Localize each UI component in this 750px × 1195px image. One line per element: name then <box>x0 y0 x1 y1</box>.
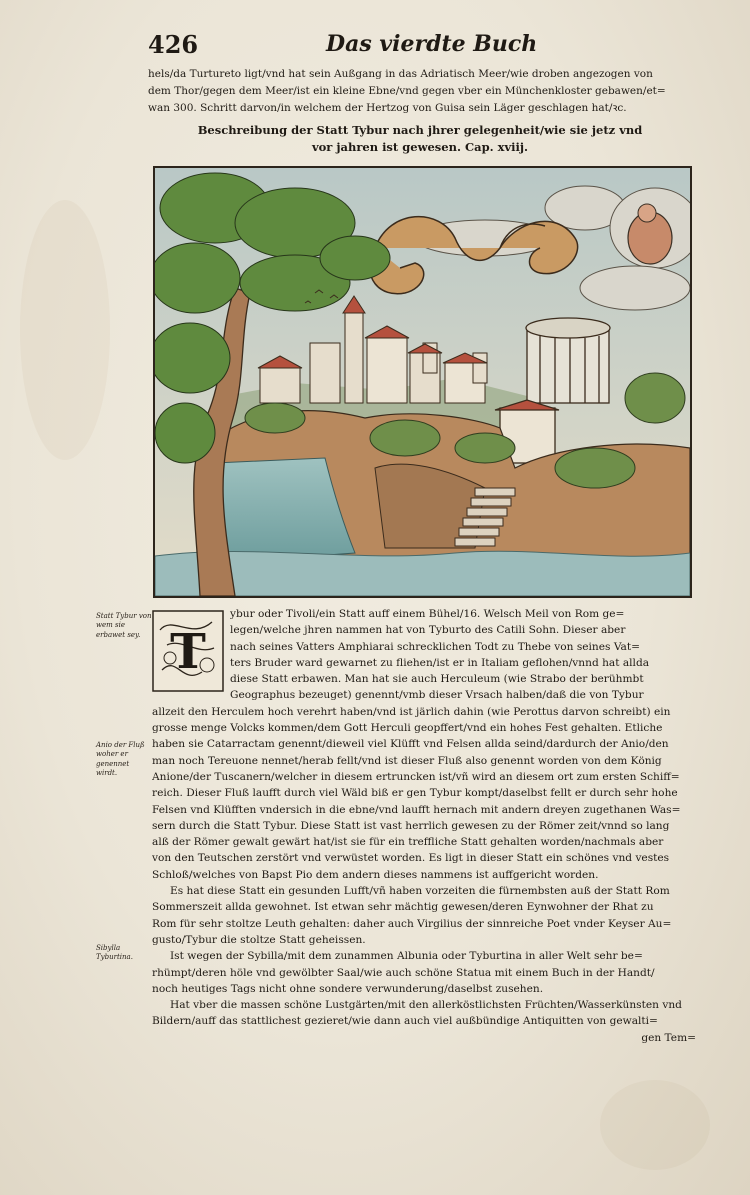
text-line: nach seines Vatters Amphiarai schrecklichen Todt zu Thebe von seines Vat= <box>230 640 640 653</box>
chapter-title-line: vor jahren ist gewesen. Cap. xviij. <box>311 140 529 154</box>
text-line: man noch Tereuone nennet/herab fellt/vnd ist dieser Fluß also genennt worden von dem König <box>152 754 662 767</box>
margin-note: Anio der Fluß woher er genennet wirdt. <box>96 741 145 778</box>
running-head: Das vierdte Buch <box>326 31 538 57</box>
initial-letter: T <box>170 624 206 680</box>
text-line: Felsen vnd Klüfften vndersich in die ebne/vnd laufft hernach mit andern dreyen zugethanen Was= <box>152 803 681 816</box>
chapter-title-line: Beschreibung der Statt Tybur nach jhrer gelegenheit/wie sie jetz vnd <box>197 123 643 137</box>
text-line: ybur oder Tivoli/ein Statt auff einem Bühel/16. Welsch Meil von Rom ge= <box>230 608 625 620</box>
text-line: gusto/Tybur die stoltze Statt geheissen. <box>152 933 366 946</box>
text-line: allzeit den Herculem hoch verehrt haben/vnd ist järlich dahin (wie Perottus darvon schreibt) ein <box>152 705 671 718</box>
text-line: hels/da Turtureto ligt/vnd hat sein Außgang in das Adriatisch Meer/wie droben angezogen von <box>148 68 653 80</box>
paper-stain <box>600 1080 710 1170</box>
text-line: noch heutiges Tags nicht ohne sondere verwunderung/daselbst zusehen. <box>152 982 544 995</box>
page-number: 426 <box>148 30 199 59</box>
text-line: haben sie Catarractam genennt/dieweil viel Klüfft vnd Felsen allda seind/dardurch der Anio/den <box>152 738 669 751</box>
margin-note: Statt Tybur von wem sie erbawet sey. <box>96 612 152 639</box>
text-line: Hat vber die massen schöne Lustgärten/mit den allerköstlichsten Früchten/Wasserkünsten vnd <box>170 999 682 1012</box>
text-line: Geographus bezeuget) genennt/vmb dieser Vrsach halben/daß die von Tybur <box>230 689 644 702</box>
text-line: ters Bruder ward gewarnet zu fliehen/ist er in Italiam geflohen/vnnd hat allda <box>230 656 650 669</box>
text-line: grosse menge Volcks kommen/dem Gott Herculi geopffert/vnd ein hohes Fest gehalten. Etliche <box>152 722 663 735</box>
woodcut-illustration <box>153 166 692 598</box>
text-line: reich. Dieser Fluß laufft durch viel Wäld biß er gen Tybur kompt/daselbst fellt er durch sehr hohe <box>152 787 678 800</box>
margin-note: Sibylla Tyburtina. <box>96 944 133 962</box>
text-line: Es hat diese Statt ein gesunden Lufft/vñ haben vorzeiten die fürnembsten auß der Statt Rom <box>170 885 670 898</box>
text-line: diese Statt erbawen. Man hat sie auch Herculeum (wie Strabo der berühmbt <box>230 673 644 686</box>
river-icon <box>155 551 690 596</box>
text-line: von den Teutschen zerstört vnd verwüstet worden. Es ligt in dieser Statt ein schönes vnd vestes <box>152 852 670 865</box>
paper-stain <box>20 200 110 460</box>
text-line: wan 300. Schritt darvon/in welchem der Hertzog von Guisa sein Läger geschlagen hat/ꝛc. <box>148 101 627 114</box>
text-line: Schloß/welches von Bapst Pio dem andern dieses nammens ist auffgericht worden. <box>152 868 599 881</box>
text-line: Rom für sehr stoltze Leuth gehalten: daher auch Virgilius der sinnreiche Poet vnder Keyser Au= <box>152 917 672 930</box>
chapter-title <box>160 122 680 156</box>
text-line: dem Thor/gegen dem Meer/ist ein kleine Ebne/vnd gegen vber ein Münchenkloster gebawen/et= <box>148 84 666 97</box>
top-paragraph <box>148 66 693 116</box>
body-text <box>152 606 696 1046</box>
text-line: sern durch die Statt Tybur. Diese Statt ist vast herrlich gewesen zu der Römer zeit/vnnd so lang <box>152 819 670 832</box>
text-line: alß der Römer gewalt gewärt hat/ist sie für ein treffliche Statt gehalten worden/nachmals aber <box>152 836 664 849</box>
text-line: Anione/der Tuscanern/welcher in diesem ertruncken ist/vñ wird an diesem ort zum ersten Schiff= <box>152 770 680 783</box>
text-line: Ist wegen der Sybilla/mit dem zunammen Albunia oder Tyburtina in aller Welt sehr be= <box>170 950 643 963</box>
text-line: Bildern/auff das stattlichest gezieret/wie dann auch viel außbündige Antiquitten von gewalti= <box>152 1015 658 1028</box>
text-line: Sommerszeit allda gewohnet. Ist etwan sehr mächtig gewesen/deren Eynwohner der Rhat zu <box>152 901 654 914</box>
text-line: gen Tem= <box>641 1031 696 1044</box>
text-line: rhümpt/deren höle vnd gewölbter Saal/wie auch schöne Statua mit einem Buch in der Handt/ <box>152 966 655 979</box>
text-line: legen/welche jhren nammen hat von Tyburto des Catili Sohn. Dieser aber <box>230 624 626 637</box>
